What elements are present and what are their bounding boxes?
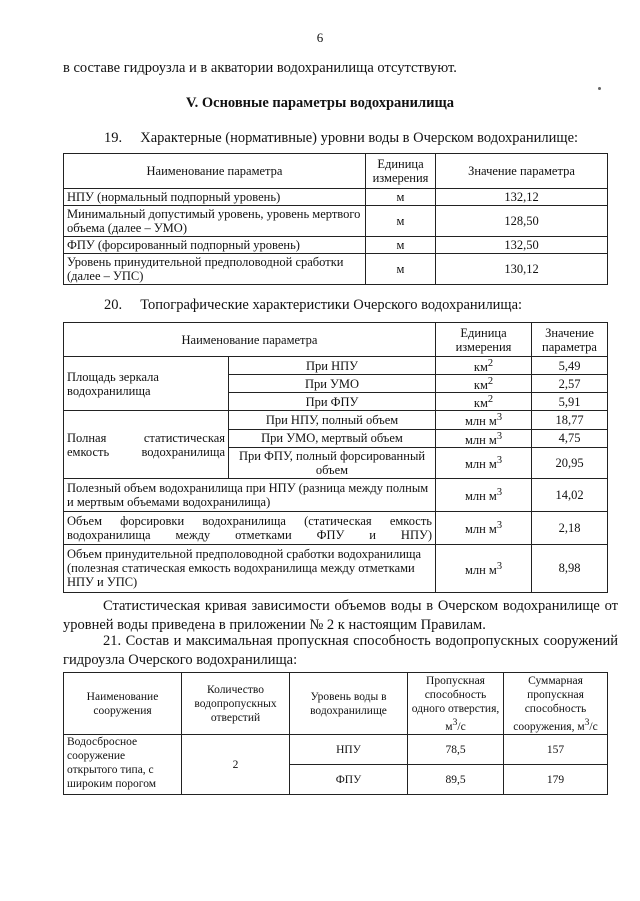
t2-header-unit: Единица измерения [436,323,532,357]
t1-row-unit: м [366,237,436,254]
t2-value: 14,02 [532,478,608,511]
t1-row-value: 130,12 [436,254,608,285]
t2-unit: млн $м^3$ [436,447,532,478]
item-21-paragraph: 21. Состав и максимальная пропускная способность водопропускных сооружений гидроузла Очерского водохранилища: [63,633,618,668]
t2-full-label: Объем форсировки водохранилища (статическая емкость водохранилища между отметками ФПУ и НПУ) [64,511,436,544]
t1-row-unit: м [366,206,436,237]
t2-value: 5,91 [532,393,608,411]
t2-unit: млн $м^3$ [436,478,532,511]
t2-value: 8,98 [532,544,608,592]
item-20-heading: 20. Топографические характеристики Очерского водохранилища: [104,297,523,313]
t2-value: 4,75 [532,429,608,447]
t2-unit: $км^2$ [436,357,532,375]
t3-level: ФПУ [290,765,408,795]
t3-header-level: Уровень воды в водохранилище [290,673,408,735]
t2-sub-label: При НПУ, полный объем [229,411,436,429]
t2-unit: млн $м^3$ [436,511,532,544]
t2-value: 2,57 [532,375,608,393]
t2-unit: $км^2$ [436,393,532,411]
t1-header-unit: Единица измерения [366,154,436,189]
t3-single: 89,5 [408,765,504,795]
section-title: V. Основные параметры водохранилища [186,95,454,111]
t1-row-name: Уровень принудительной предполоводной сработки (далее – УПС) [64,254,366,285]
t3-header-total: Суммарная пропускная способность сооружения, $м^3/с$ [504,673,608,735]
t2-full-label: Полезный объем водохранилища при НПУ (разница между полным и мертвым объемами водохранилища) [64,478,436,511]
t3-level: НПУ [290,735,408,765]
t2-unit: млн $м^3$ [436,544,532,592]
topographic-table [63,322,608,593]
t1-header-name: Наименование параметра [64,154,366,189]
t2-sub-label: При ФПУ [229,393,436,411]
t2-value: 5,49 [532,357,608,375]
t2-value: 18,77 [532,411,608,429]
stat-curve-paragraph: Статистическая кривая зависимости объемов воды в Очерском водохранилище от уровней воды приведена в приложении № 2 к настоящим Правилам. [63,598,618,633]
t2-unit: млн $м^3$ [436,411,532,429]
intro-line: в составе гидроузла и в акватории водохранилища отсутствуют. [63,60,457,76]
t2-area-label: Площадь зеркала водохранилища [64,357,229,411]
water-levels-table [63,153,608,285]
t1-row-value: 132,50 [436,237,608,254]
t1-row-value: 128,50 [436,206,608,237]
table-row [64,206,608,237]
table-row [64,189,608,206]
t2-value: 20,95 [532,447,608,478]
t2-sub-label: При НПУ [229,357,436,375]
t1-row-unit: м [366,189,436,206]
t1-row-name: Минимальный допустимый уровень, уровень мертвого объема (далее – УМО) [64,206,366,237]
t3-header-openings: Количество водопропускных отверстий [182,673,290,735]
t3-total: 179 [504,765,608,795]
t1-row-unit: м [366,254,436,285]
t1-row-name: НПУ (нормальный подпорный уровень) [64,189,366,206]
t3-header-single: Пропускная способность одного отверстия, $м^3/с$ [408,673,504,735]
t1-row-value: 132,12 [436,189,608,206]
page-number: 6 [316,30,324,45]
t2-unit: млн $м^3$ [436,429,532,447]
t3-structure-name: Водосбросное сооружение открытого типа, с широким порогом [64,735,182,795]
scan-speck [598,87,601,90]
item-19-heading: 19. Характерные (нормативные) уровни воды в Очерском водохранилище: [104,130,579,146]
spillway-table [63,672,608,795]
t3-single: 78,5 [408,735,504,765]
t1-header-value: Значение параметра [436,154,608,189]
t2-header-name: Наименование параметра [64,323,436,357]
t3-openings: 2 [182,735,290,795]
t2-value: 2,18 [532,511,608,544]
t2-capacity-label: Полная статистическая емкость водохранилища [64,411,229,478]
t1-row-name: ФПУ (форсированный подпорный уровень) [64,237,366,254]
t2-sub-label: При УМО, мертвый объем [229,429,436,447]
t2-full-label: Объем принудительной предполоводной сработки водохранилища (полезная статическая емкость водохранилища между отметками НПУ и УПС) [64,544,436,592]
t2-header-value: Значение параметра [532,323,608,357]
t2-unit: $км^2$ [436,375,532,393]
t2-sub-label: При УМО [229,375,436,393]
t3-header-structure: Наименование сооружения [64,673,182,735]
table-row [64,254,608,285]
t2-sub-label: При ФПУ, полный форсированный объем [229,447,436,478]
t3-total: 157 [504,735,608,765]
table-row [64,237,608,254]
